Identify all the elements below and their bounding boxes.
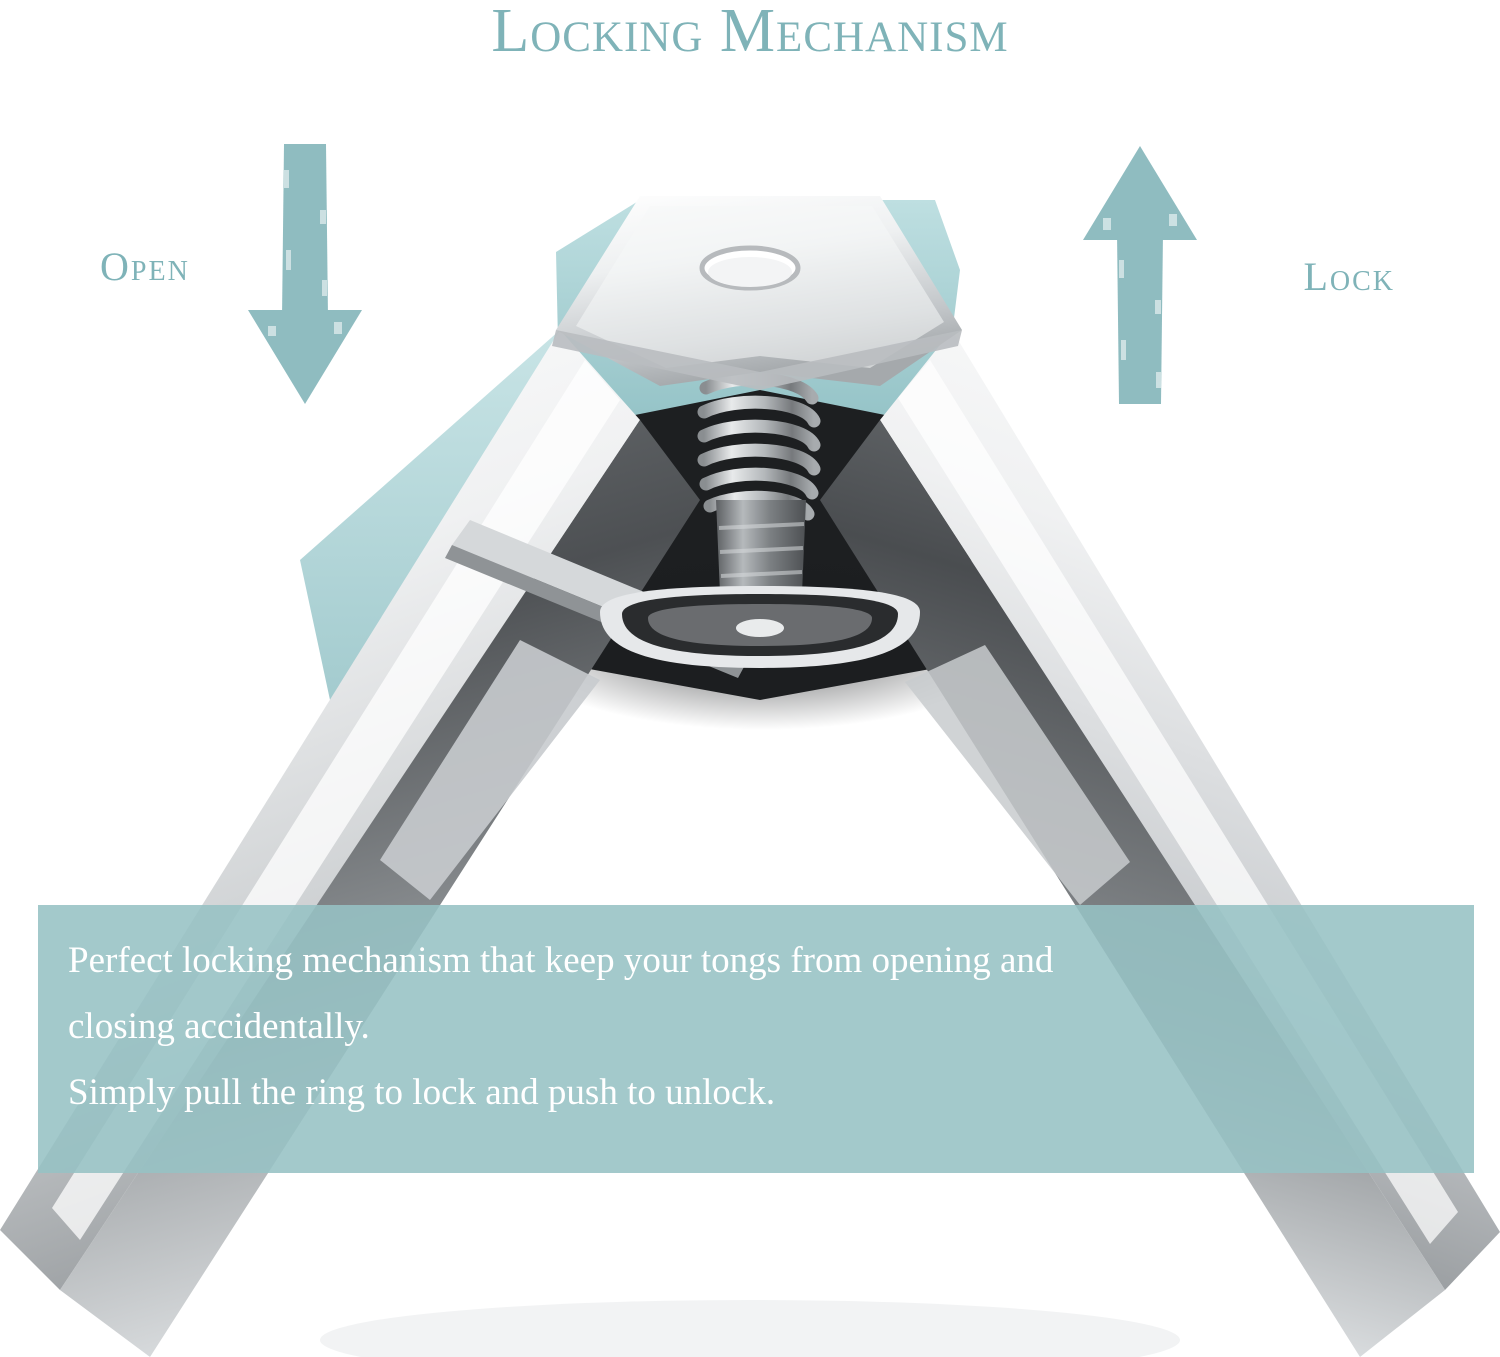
open-label: Open bbox=[100, 244, 190, 289]
right-arm bbox=[820, 330, 1500, 1357]
page-title: Locking Mechanism bbox=[491, 0, 1009, 65]
arrow-down-icon bbox=[240, 140, 370, 410]
pull-ring bbox=[600, 586, 920, 668]
caption-line-1: Perfect locking mechanism that keep your tongs from opening and bbox=[68, 940, 1054, 981]
lock-label: Lock bbox=[1303, 254, 1395, 299]
left-arm bbox=[0, 330, 700, 1357]
caption-box bbox=[38, 905, 1474, 1173]
caption-line-3: Simply pull the ring to lock and push to unlock. bbox=[68, 1071, 776, 1113]
caption-line-2: closing accidentally. bbox=[68, 1005, 370, 1047]
arrow-up-icon bbox=[1075, 140, 1205, 410]
